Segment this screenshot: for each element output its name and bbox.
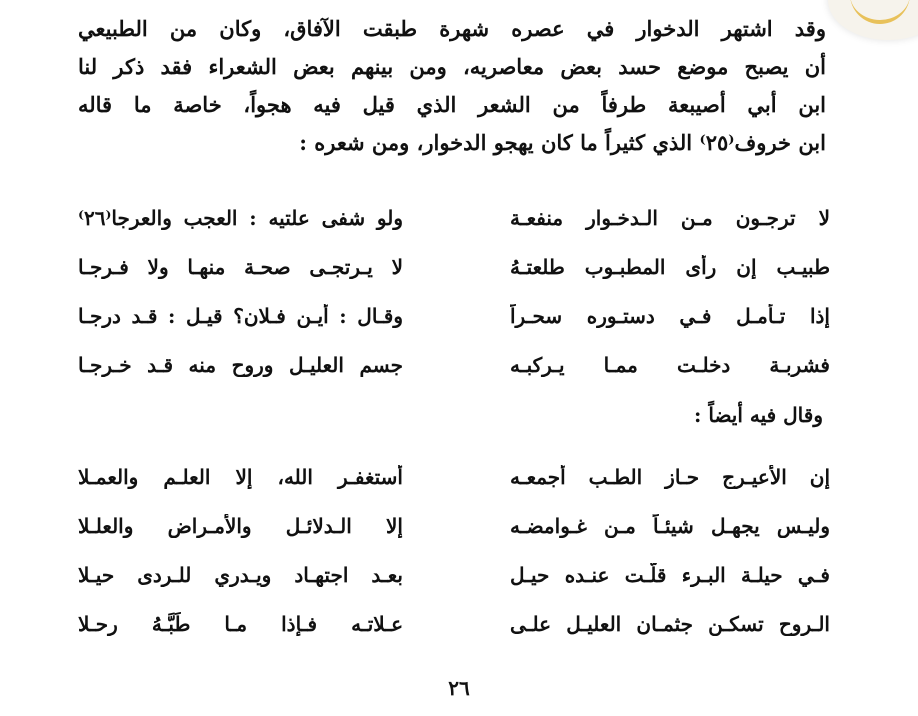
verse-second-hemistich: ولو شفى علتيه : العجب والعرجا⁽٢٦⁾ <box>78 205 403 230</box>
verse <box>78 599 830 648</box>
verse <box>78 550 830 599</box>
verse <box>78 340 830 389</box>
verse-first-hemistich: وليـس يجهـل شيئـاً مـن غـوامضـه <box>510 513 830 538</box>
verse-first-hemistich: الـروح تسكـن جثمـان العليـل علـى <box>510 611 830 636</box>
verse-second-hemistich: إلا الـدلائـل والأمـراض والعلـلا <box>78 513 403 538</box>
verse-first-hemistich: طبيـب إن رأى المطبـوب طلعتـهُ <box>510 254 830 279</box>
verse-second-hemistich: بعـد اجتهـاد ويـدري للـردى حيـلا <box>78 562 403 587</box>
verse-first-hemistich: إن الأعيـرج حـاز الطـب أجمعـه <box>510 464 830 489</box>
verse-second-hemistich: عـلاتـه فـإذا مـا طَبَّـهُ رحـلا <box>78 611 403 636</box>
page-number: ٢٦ <box>448 676 470 700</box>
verse-second-hemistich: لا يـرتجـى صحـة منهـا ولا فـرجـا <box>78 254 403 279</box>
verse-first-hemistich: فشربـة دخلـت ممـا يـركبـه <box>510 352 830 377</box>
verse <box>78 193 830 242</box>
poem-2-intro: وقال فيه أيضاً : <box>694 403 823 427</box>
verse <box>78 501 830 550</box>
prose-line: ابن أبي أصيبعة طرفاً من الشعر الذي قيل فيه هجواً، خاصة ما قاله <box>78 92 826 117</box>
verse-first-hemistich: فـي حيلـة البـرء قلّـت عنـده حيـل <box>510 562 830 587</box>
verse <box>78 242 830 291</box>
poem-1 <box>78 193 830 389</box>
verse-second-hemistich: وقـال : أيـن فـلان؟ قيـل : قـد درجـا <box>78 303 403 328</box>
prose-line: أن يصبح موضع حسد بعض معاصريه، ومن بينهم بعض الشعراء فقد ذكر لنا <box>78 54 826 79</box>
verse-second-hemistich: جسم العليـل وروح منه قـد خـرجـا <box>78 352 403 377</box>
verse-first-hemistich: لا ترجـون مـن الـدخـوار منفعـة <box>510 205 830 230</box>
verse <box>78 291 830 340</box>
verse <box>78 452 830 501</box>
verse-second-hemistich: أستغفـر الله، إلا العلـم والعمـلا <box>78 464 403 489</box>
prose-paragraph <box>78 10 826 162</box>
prose-line: وقد اشتهر الدخوار في عصره شهرة طبقت الآفاق، وكان من الطبيعي <box>78 16 826 41</box>
prose-line: ابن خروف⁽٢٥⁾ الذي كثيراً ما كان يهجو الدخوار، ومن شعره : <box>299 130 826 155</box>
poem-2 <box>78 452 830 648</box>
verse-first-hemistich: إذا تـأمـل فـي دستـوره سحـراً <box>510 303 830 328</box>
